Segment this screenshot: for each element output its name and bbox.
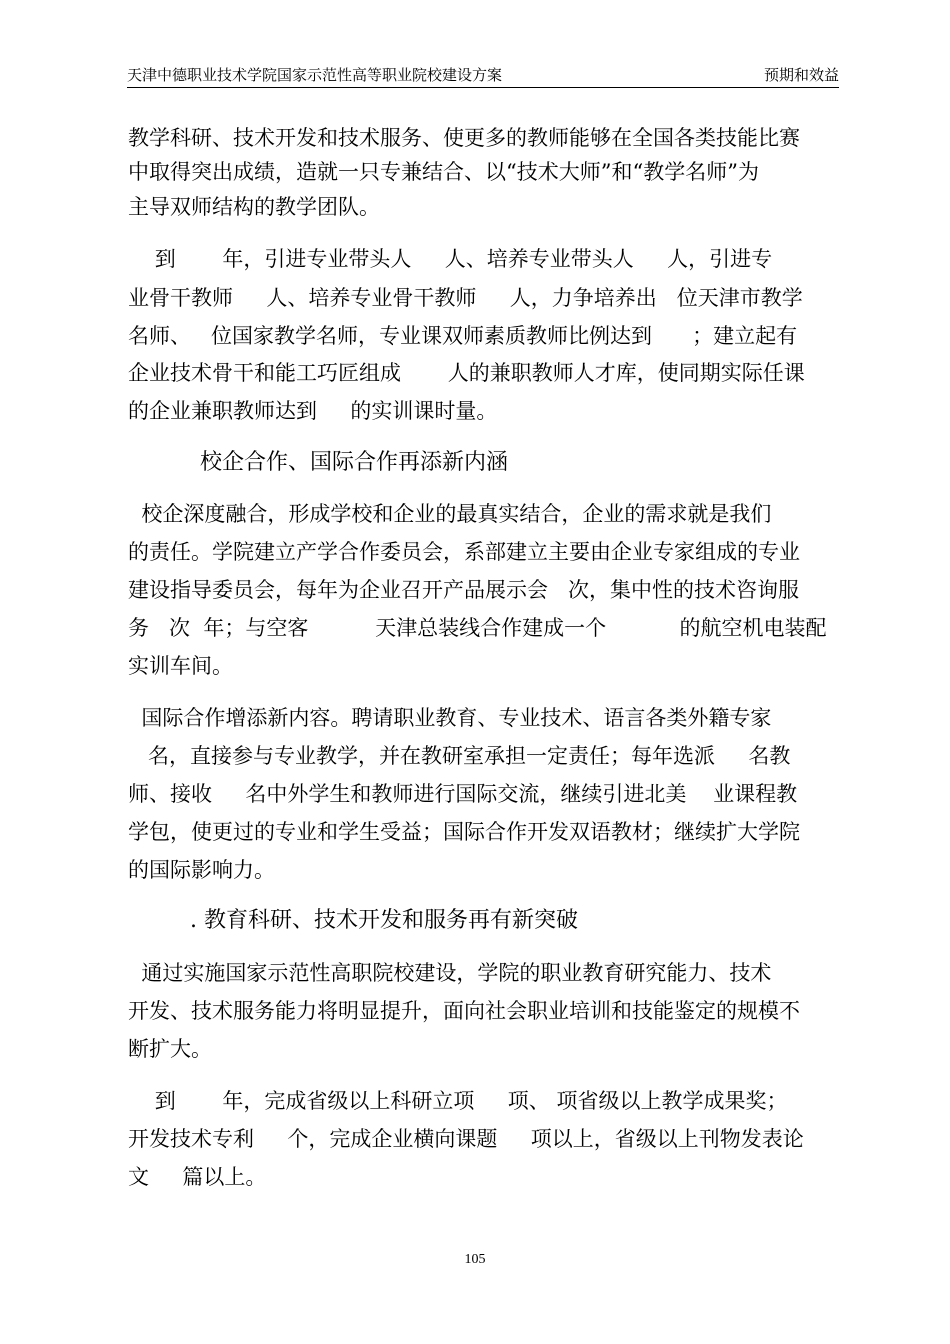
paragraph-line: 建设指导委员会，每年为企业召开产品展示会 次，集中性的技术咨询服: [128, 578, 800, 602]
paragraph-line: 通过实施国家示范性高职院校建设，学院的职业教育研究能力、技术: [128, 961, 772, 985]
header-document-title: 天津中德职业技术学院国家示范性高等职业院校建设方案: [127, 66, 503, 84]
section-heading: 校企合作、国际合作再添新内涵: [200, 450, 509, 475]
page-number: 105: [464, 1252, 486, 1267]
paragraph-line: 教学科研、技术开发和技术服务、使更多的教师能够在全国各类技能比赛: [128, 126, 800, 150]
paragraph-line: 开发、技术服务能力将明显提升，面向社会职业培训和技能鉴定的规模不: [128, 999, 800, 1023]
paragraph-line: 业骨干教师 人、培养专业骨干教师 人，力争培养出 位天津市教学: [128, 286, 803, 310]
paragraph-line: 开发技术专利 个，完成企业横向课题 项以上，省级以上刊物发表论: [128, 1127, 804, 1151]
page-header: [127, 63, 839, 88]
paragraph-line: 务 次 年；与空客 天津总装线合作建成一个 的航空机电装配: [128, 616, 827, 640]
section-heading: . 教育科研、技术开发和服务再有新突破: [190, 908, 578, 933]
paragraph-line: 到 年，完成省级以上科研立项 项、 项省级以上教学成果奖；: [128, 1089, 788, 1113]
paragraph-line: 企业技术骨干和能工巧匠组成 人的兼职教师人才库，使同期实际任课: [128, 361, 805, 385]
paragraph-line: 到 年，引进专业带头人 人、培养专业带头人 人，引进专: [128, 247, 773, 271]
paragraph-line: 的国际影响力。: [128, 858, 275, 882]
header-section-title: 预期和效益: [763, 66, 839, 84]
paragraph-line: 主导双师结构的教学团队。: [128, 195, 380, 219]
paragraph-line: 名师、 位国家教学名师，专业课双师素质教师比例达到 ；建立起有: [128, 324, 798, 348]
paragraph-line: 文 篇以上。: [128, 1165, 267, 1189]
paragraph-line: 的责任。学院建立产学合作委员会，系部建立主要由企业专家组成的专业: [128, 540, 800, 564]
paragraph-line: 师、接收 名中外学生和教师进行国际交流，继续引进北美 业课程教: [128, 782, 798, 806]
paragraph-line: 国际合作增添新内容。聘请职业教育、专业技术、语言各类外籍专家: [128, 706, 772, 730]
paragraph-line: 断扩大。: [128, 1037, 212, 1061]
paragraph-line: 中取得突出成绩，造就一只专兼结合、以“技术大师”和“教学名师”为: [128, 160, 759, 184]
paragraph-line: 名，直接参与专业教学，并在教研室承担一定责任；每年选派 名教: [128, 744, 791, 768]
paragraph-line: 校企深度融合，形成学校和企业的最真实结合，企业的需求就是我们: [128, 502, 772, 526]
paragraph-line: 学包，使更过的专业和学生受益；国际合作开发双语教材；继续扩大学院: [128, 820, 800, 844]
paragraph-line: 实训车间。: [128, 654, 233, 678]
paragraph-line: 的企业兼职教师达到 的实训课时量。: [128, 399, 498, 423]
